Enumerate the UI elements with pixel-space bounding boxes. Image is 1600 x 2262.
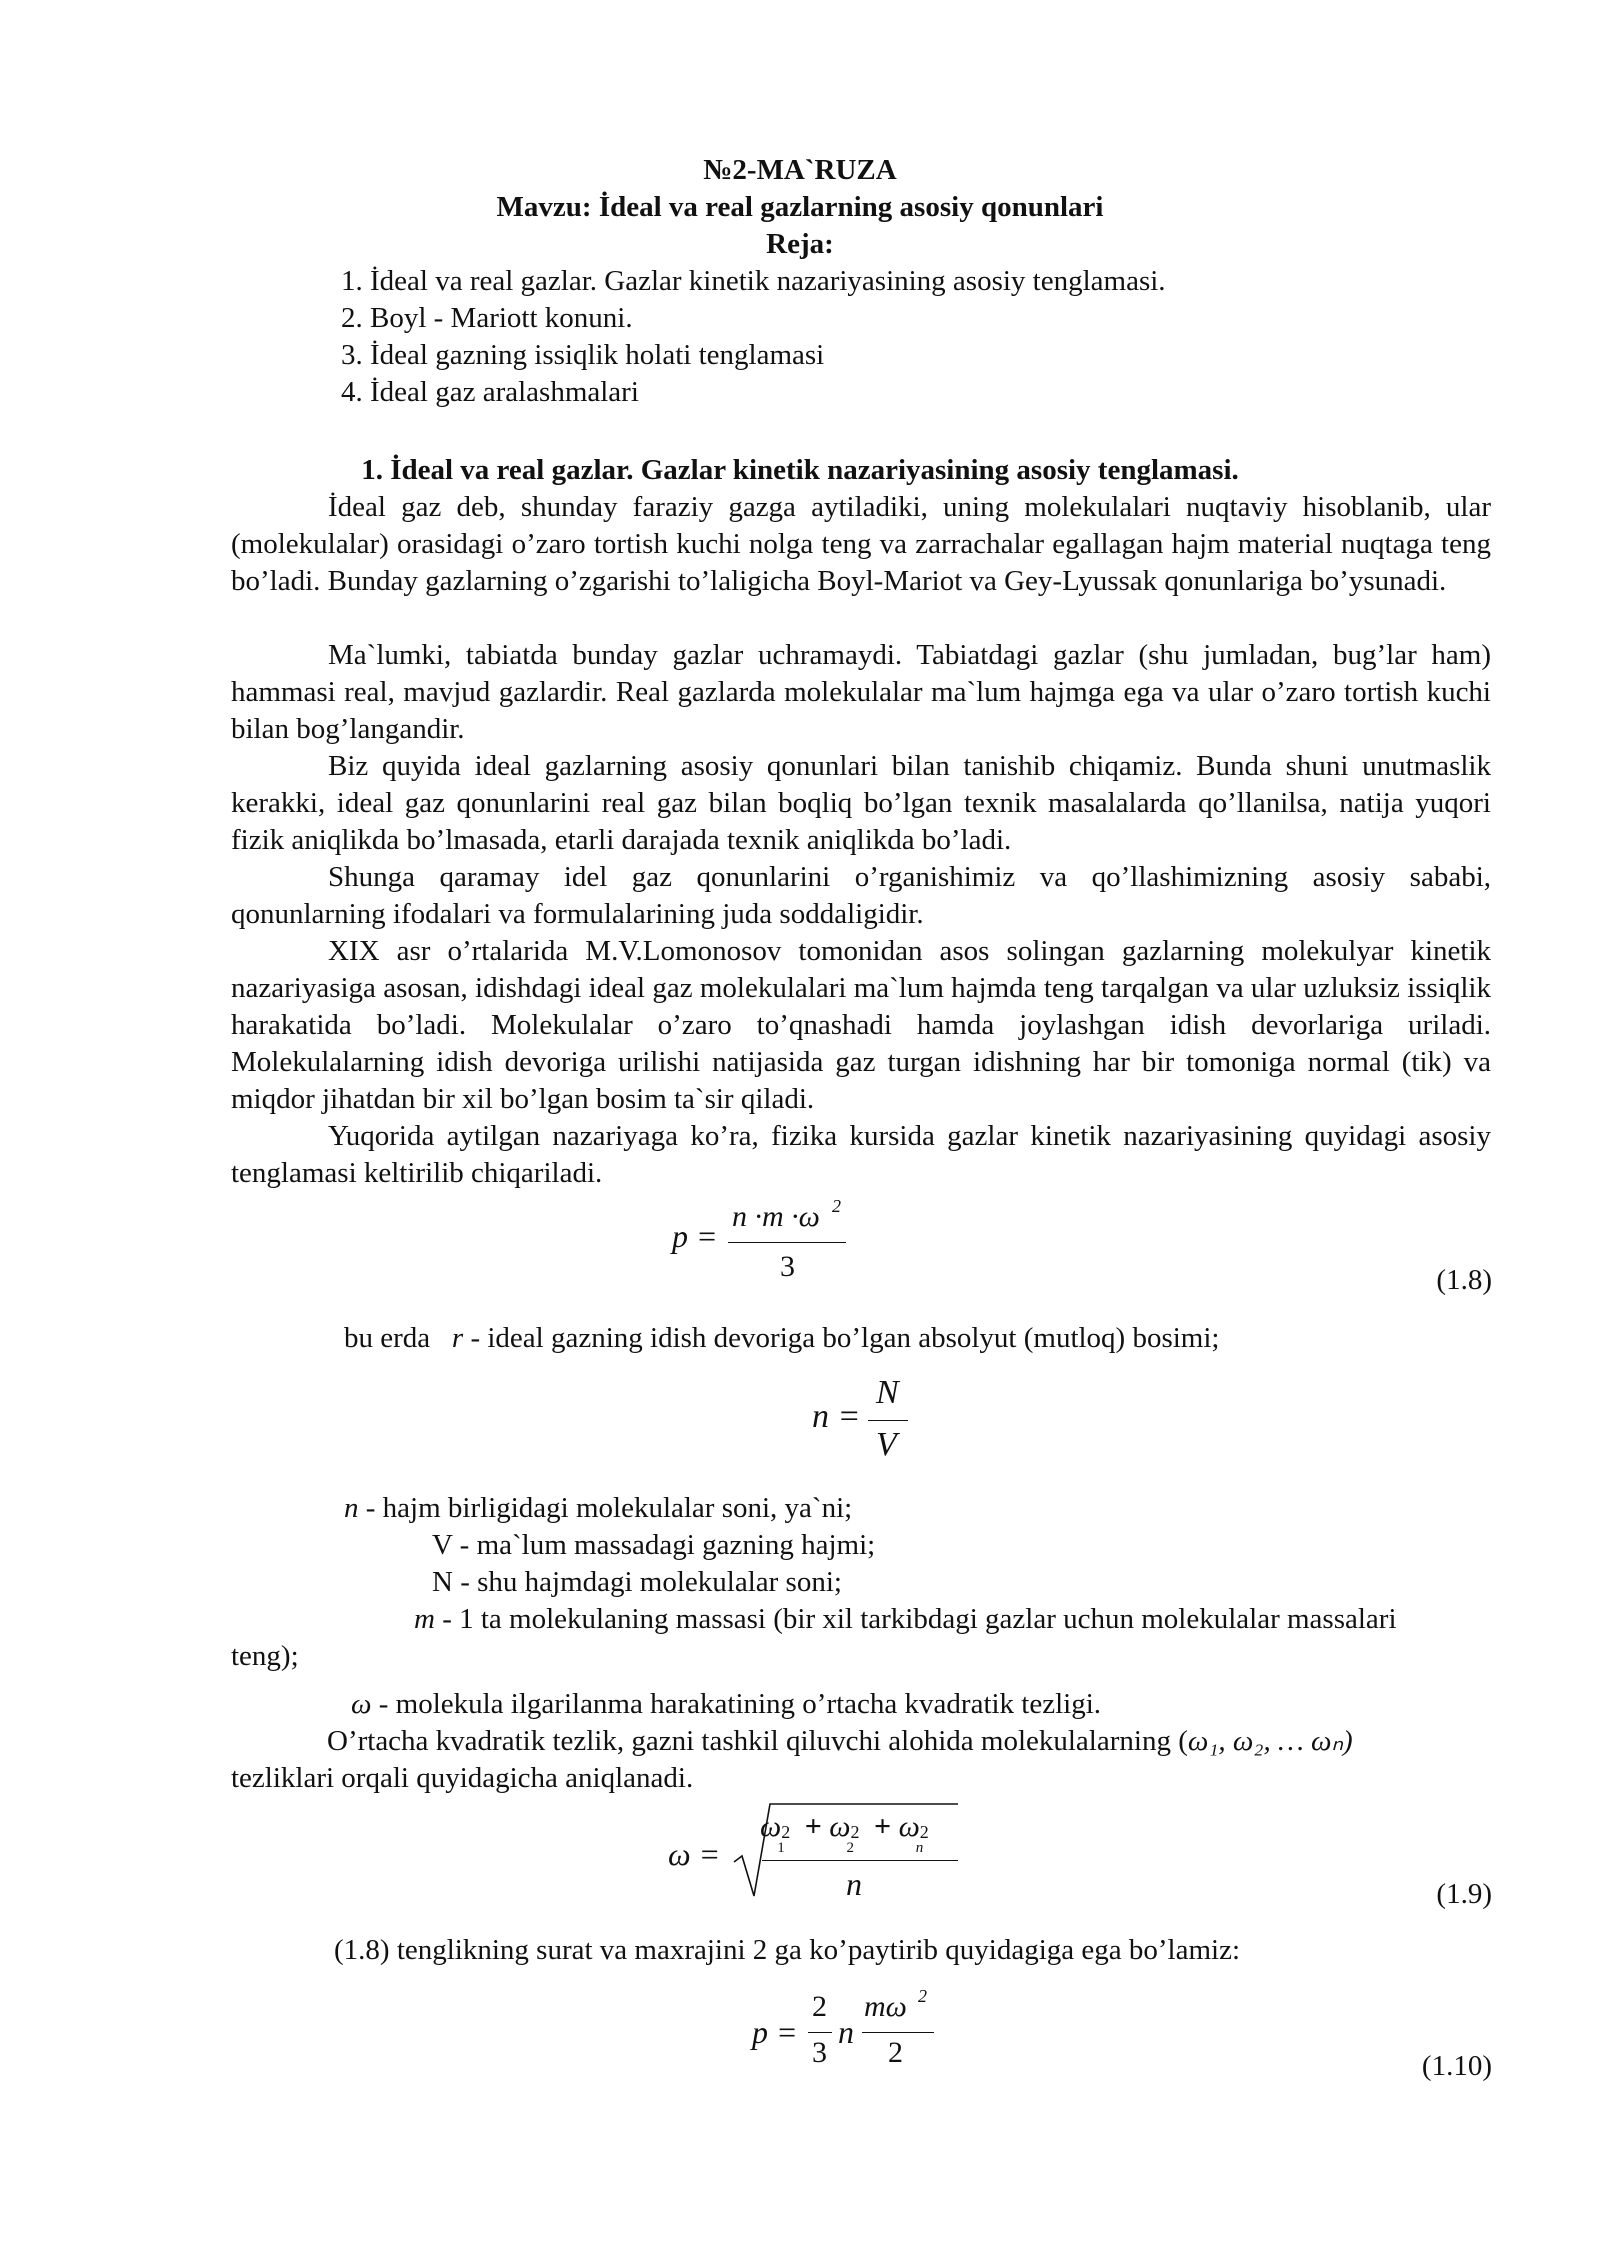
paragraph-reason: Shunga qaramay idel gaz qonunlarini o’rganishimiz va qo’llashimizning asosiy sababi, qonunlarning ifodalari va formulalarining juda soddaligidir.: [231, 861, 1491, 930]
fraction-bar: [762, 1860, 958, 1861]
velocity-symbols: ω₁, ω₂, … ωₙ): [1187, 1725, 1353, 1757]
formula-1-8-numerator: n ·m ·ω: [732, 1200, 820, 1233]
formula-1-9-numerator: [760, 1810, 936, 1856]
explain-prefix: bu erda: [344, 1322, 431, 1354]
paragraph-equation-intro: Yuqorida aytilgan nazariyaga ko’ra, fizika kursida gazlar kinetik nazariyasining quyidagi asosiy tenglamasi keltirilib chiqariladi.: [231, 1120, 1491, 1189]
omega-2: ω: [829, 1810, 851, 1843]
formula-n-lhs: n =: [812, 1398, 861, 1435]
symbol-omega: ω: [351, 1688, 372, 1720]
symbol-m: m: [414, 1603, 435, 1635]
equation-number-1-8: (1.8): [1436, 1264, 1492, 1296]
fraction-bar: [728, 1242, 846, 1243]
omega-1: ω: [760, 1810, 782, 1843]
velocity-paragraph-line1: [327, 1723, 1353, 1760]
formula-1-9-denominator: n: [846, 1866, 862, 1902]
explain-pressure: [344, 1320, 1219, 1357]
exp-2: 2: [850, 1822, 860, 1842]
multiply-note: (1.8) tenglikning surat va maxrajini 2 ga ko’paytirib quyidagiga ega bo’lamiz:: [334, 1934, 1240, 1966]
formula-1-8-denominator: 3: [780, 1250, 795, 1283]
formula-1-10-exponent: 2: [918, 1986, 927, 2006]
definition-n-text: - hajm birligidagi molekulalar soni, ya`ni;: [358, 1492, 853, 1524]
sub-n: n: [915, 1840, 924, 1856]
lecture-number: №2-MA`RUZA: [703, 154, 897, 186]
velocity-text: O’rtacha kvadratik tezlik, gazni tashkil qiluvchi alohida molekulalarning (: [327, 1725, 1188, 1757]
equation-number-1-10: (1.10): [1421, 2050, 1492, 2082]
sub-1: 1: [777, 1840, 785, 1856]
formula-1-10-frac2-denominator: 2: [888, 2036, 903, 2069]
fraction-bar: [862, 2032, 934, 2033]
formula-1-10-lhs: p =: [752, 2014, 798, 2050]
fraction-bar: [868, 1420, 908, 1421]
exp-n: 2: [919, 1822, 929, 1842]
omega-n: ω: [898, 1810, 920, 1843]
plan-title: Reja:: [766, 228, 834, 260]
definition-omega-text: - molekula ilgarilanma harakatining o’rtacha kvadratik tezligi.: [371, 1688, 1102, 1720]
symbol-r: r: [451, 1322, 464, 1354]
paragraph-real-gases: Ma`lumki, tabiatda bunday gazlar uchramaydi. Tabiatdagi gazlar (shu jumladan, bug’lar ham) hammasi real, mavjud gazlardir. Real gazlarda molekulalar ma`lum hajmga ega va ular o’zaro tortish kuchi bilan bog’langandir.: [231, 639, 1491, 745]
definition-v: V - ma`lum massadagi gazning hajmi;: [432, 1529, 876, 1561]
lecture-topic: Mavzu: İdeal va real gazlarning asosiy qonunlari: [496, 191, 1104, 223]
formula-1-8-exponent: 2: [832, 1196, 841, 1216]
definition-n: [344, 1490, 852, 1527]
definition-omega: [351, 1686, 1101, 1723]
section-heading: 1. İdeal va real gazlar. Gazlar kinetik nazariyasining asosiy tenglamasi.: [361, 454, 1239, 486]
paragraph-laws-intro: Biz quyida ideal gazlarning asosiy qonunlari bilan tanishib chiqamiz. Bunda shuni unutmaslik kerakki, ideal gaz qonunlarini real gaz bilan boqliq bo’lgan texnik masalalarda qo’llanilsa, natija yuqori fizik aniqlikda bo’lmasada, etarli darajada texnik aniqlikda bo’ladi.: [231, 750, 1491, 856]
symbol-n: n: [344, 1492, 359, 1524]
definition-m-continuation: teng);: [231, 1640, 299, 1672]
formula-1-8-lhs: p =: [672, 1218, 718, 1254]
paragraph-kinetic-theory: XIX asr o’rtalarida M.V.Lomonosov tomonidan asos solingan gazlarning molekulyar kinetik nazariyasiga asosan, idishdagi ideal gaz molekulalari ma`lum hajmda teng tarqalgan va ular uzluksiz issiqlik harakatida bo’ladi. Molekulalar o’zaro to’qnashadi hamda joylashgan idish devorlariga uriladi. Molekulalarning idish devoriga urilishi natijasida gaz turgan idishning har bir tomoniga normal (tik) va miqdor jihatdan bir xil bo’lgan bosim ta`sir qiladi.: [231, 935, 1491, 1115]
plan-item-4: 4. İdeal gaz aralashmalari: [341, 376, 639, 408]
definition-m-text: - 1 ta molekulaning massasi (bir xil tarkibdagi gazlar uchun molekulalar massalari: [434, 1603, 1397, 1635]
formula-1-10-frac1-denominator: 3: [812, 2036, 827, 2069]
velocity-paragraph-line2: tezliklari orqali quyidagicha aniqlanadi.: [231, 1762, 694, 1794]
definition-N: N - shu hajmdagi molekulalar soni;: [432, 1566, 842, 1598]
formula-1-10-n: n: [838, 2014, 854, 2050]
plan-item-2: 2. Boyl - Mariott konuni.: [341, 302, 633, 334]
plus-2: +: [873, 1810, 892, 1843]
formula-1-10-frac2-numerator: mω: [864, 1990, 907, 2023]
plan-item-1: 1. İdeal va real gazlar. Gazlar kinetik nazariyasining asosiy tenglamasi.: [341, 265, 1166, 297]
sub-2: 2: [846, 1840, 854, 1856]
formula-1-10-frac1-numerator: 2: [812, 1990, 827, 2023]
plus-1: +: [804, 1810, 822, 1843]
formula-n-denominator: V: [876, 1426, 897, 1463]
plan-item-3: 3. İdeal gazning issiqlik holati tenglamasi: [341, 339, 825, 371]
fraction-bar: [808, 2032, 832, 2033]
exp-1: 2: [781, 1822, 791, 1842]
definition-m: [414, 1601, 1397, 1638]
explain-pressure-text: - ideal gazning idish devoriga bo’lgan absolyut (mutloq) bosimi;: [463, 1322, 1220, 1354]
paragraph-ideal-gas: İdeal gaz deb, shunday faraziy gazga aytiladiki, uning molekulalari nuqtaviy hisoblanib, ular (molekulalar) orasidagi o’zaro tortish kuchi nolga teng va zarrachalar egallagan hajm material nuqtaga teng bo’ladi. Bunday gazlarning o’zgarishi to’laligicha Boyl-Mariot va Gey-Lyussak qonunlariga bo’ysunadi.: [231, 491, 1491, 597]
formula-n-numerator: N: [876, 1374, 899, 1411]
equation-number-1-9: (1.9): [1436, 1878, 1492, 1910]
formula-1-9-lhs: ω =: [668, 1836, 721, 1872]
